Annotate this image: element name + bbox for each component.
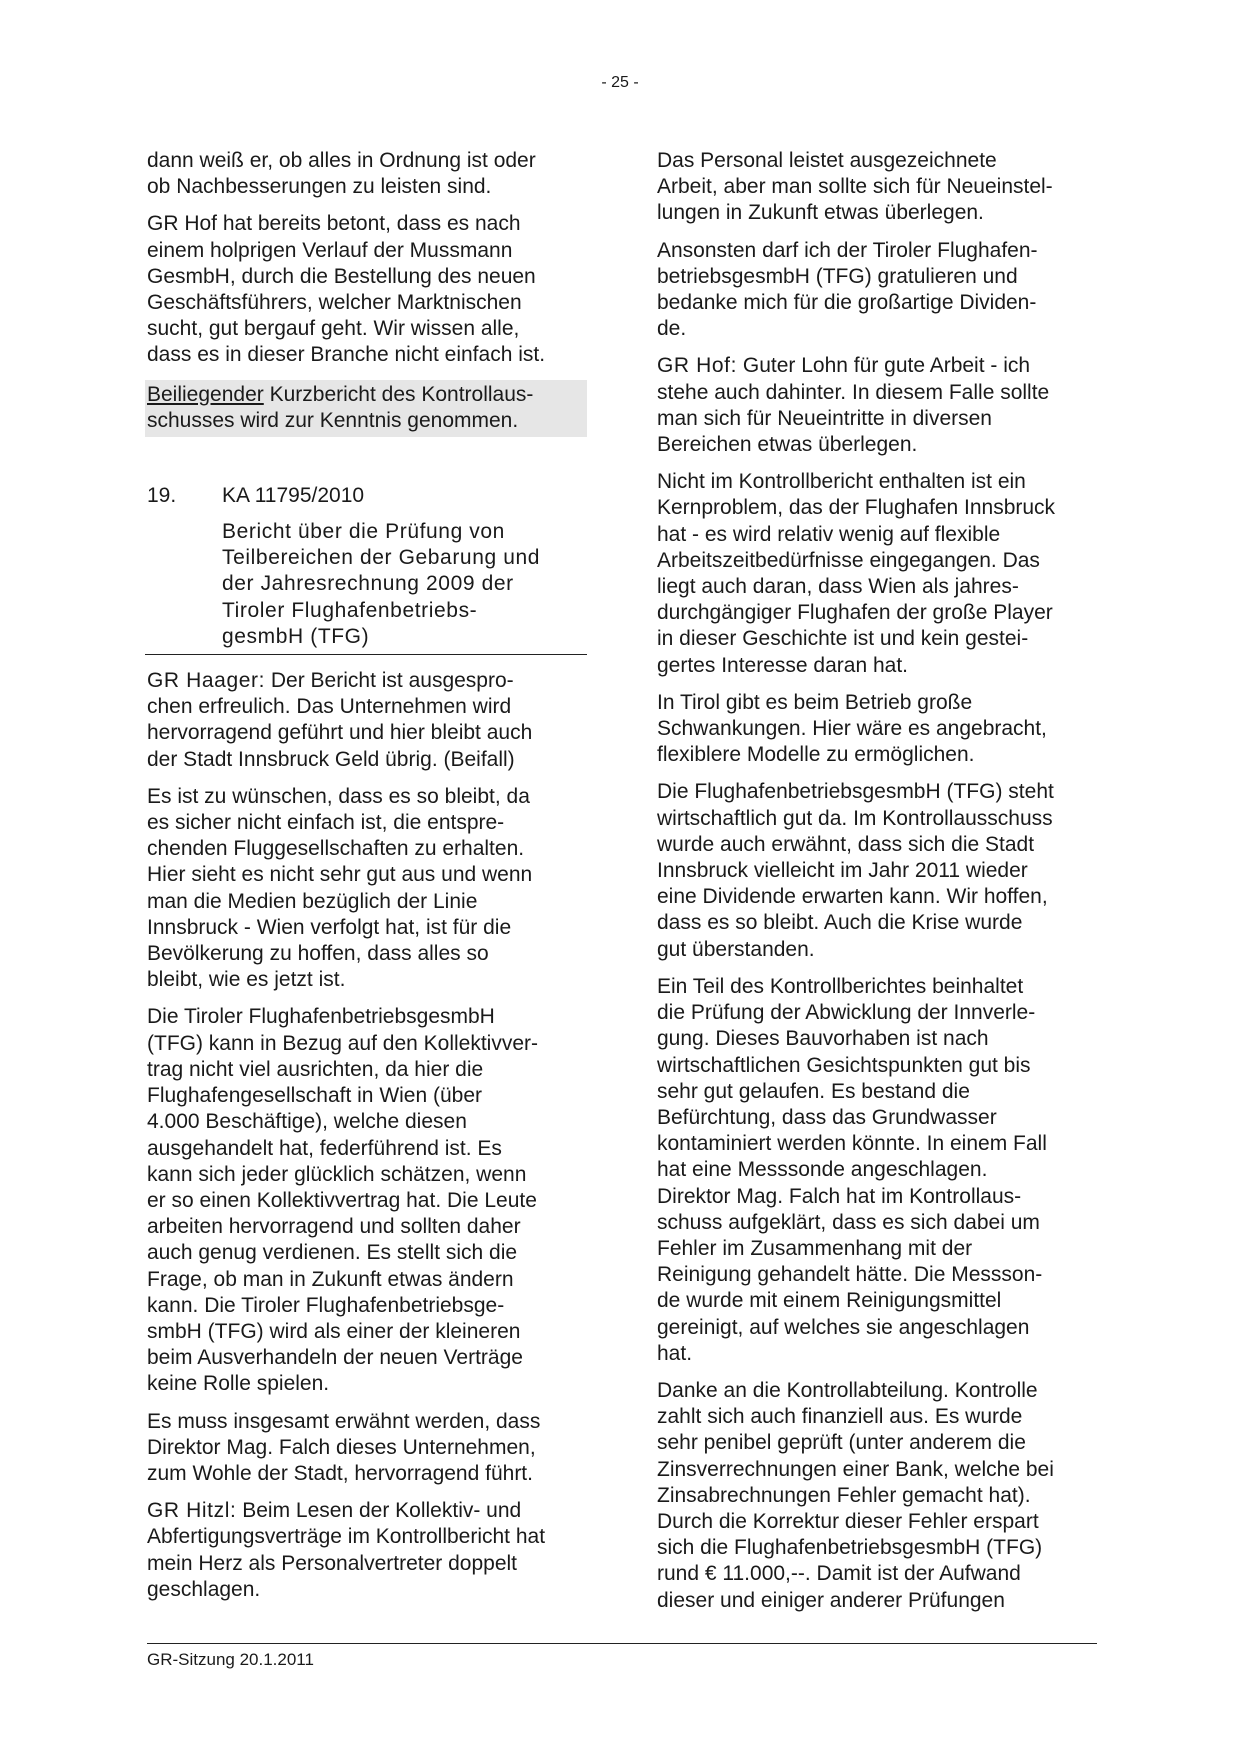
footer-text: GR-Sitzung 20.1.2011: [147, 1650, 314, 1669]
speaker-paragraph: [147, 1498, 587, 1603]
speaker-text: Beim Lesen der Kollektiv- und Abfertigungsverträge im Kontrollbericht hat mein Herz als Personalvertreter doppelt geschlagen.: [147, 1499, 546, 1601]
page-number: - 25 -: [601, 74, 639, 91]
speaker-name: GR Hitzl:: [147, 1499, 237, 1523]
paragraph: Es muss insgesamt erwähnt werden, dass Direktor Mag. Falch dieses Unternehmen, zum Wohle der Stadt, hervorragend führt.: [147, 1409, 541, 1485]
left-column: [147, 148, 587, 1614]
paragraph: Die FlughafenbetriebsgesmbH (TFG) steht wirtschaftlich gut da. Im Kontrollausschuss wurde auch erwähnt, dass sich die Stadt Innsbruck vielleicht im Jahr 2011 wieder eine Dividende erwarten kann. Wir hoffen, dass es so bleibt. Auch die Krise wurde gut überstanden.: [657, 780, 1054, 961]
right-column: [657, 148, 1097, 1625]
paragraph: Es ist zu wünschen, dass es so bleibt, da es sicher nicht einfach ist, die entspre- chenden Fluggesellschaften zu erhalten. Hier sieht es nicht sehr gut aus und wenn man die Medien bezüglich der Linie Innsbruck - Wien verfolgt hat, ist für die Bevölkerung zu hoffen, dass alles so bleibt, wie es jetzt ist.: [147, 784, 533, 992]
paragraph: GR Hof hat bereits betont, dass es nach einem holprigen Verlauf der Mussmann GesmbH, durch die Bestellung des neuen Geschäftsführers, welcher Marktnischen sucht, gut bergauf geht. Wir wissen alle, dass es in dieser Branche nicht einfach ist.: [147, 212, 546, 367]
decision-note: [145, 380, 587, 437]
paragraph: In Tirol gibt es beim Betrieb große Schwankungen. Hier wäre es angebracht, flexiblere Modelle zu ermöglichen.: [657, 690, 1047, 767]
paragraph: Ein Teil des Kontrollberichtes beinhaltet die Prüfung der Abwicklung der Innverle- gung. Dieses Bauvorhaben ist nach wirtschaftlichen Gesichtspunkten gut bis sehr gut gelaufen. Es bestand die Befürchtung, dass das Grundwasser kontaminiert werden könnte. In einem Fall hat eine Messsonde angeschlagen. Direktor Mag. Falch hat im Kontrollaus- schuss aufgeklärt, dass es sich dabei um Fehler im Zusammenhang mit der Reinigung gehandelt hätte. Die Messson- de wurde mit einem Reinigungsmittel gereinigt, auf welches sie angeschlagen hat.: [657, 974, 1047, 1365]
paragraph: Nicht im Kontrollbericht enthalten ist ein Kernproblem, das der Flughafen Innsbruck hat - es wird relativ wenig auf flexible Arbeitszeitbedürfnisse eingegangen. Das liegt auch daran, dass Wien als jahres- durchgängiger Flughafen der große Player in dieser Geschichte ist und kein gestei- gertes Interesse daran hat.: [657, 470, 1056, 677]
speaker-name: GR Haager:: [147, 669, 266, 693]
paragraph: dann weiß er, ob alles in Ordnung ist oder ob Nachbesserungen zu leisten sind.: [147, 149, 536, 199]
underlined-word: Beiliegender: [147, 382, 264, 406]
agenda-item-code: KA 11795/2010: [222, 484, 365, 508]
agenda-item-header: [147, 483, 587, 509]
paragraph: Ansonsten darf ich der Tiroler Flughafen- betriebsgesmbH (TFG) gratulieren und bedanke mich für die großartige Dividen- de.: [657, 238, 1038, 341]
divider: [145, 654, 587, 655]
paragraph: Danke an die Kontrollabteilung. Kontrolle zahlt sich auch finanziell aus. Es wurde sehr penibel geprüft (unter anderem die Zinsverrechnungen einer Bank, welche bei Zinsabrechnungen Fehler gemacht hat). Durch die Korrektur dieser Fehler erspart sich die FlughafenbetriebsgesmbH (TFG) rund € 11.000,--. Damit ist der Aufwand dieser und einiger anderer Prüfungen: [657, 1378, 1054, 1612]
agenda-item-number: 19.: [147, 484, 177, 508]
agenda-item-title: Bericht über die Prüfung von Teilbereichen der Gebarung und der Jahresrechnung 2009 der Tiroler Flughafenbetriebs- gesmbH (TFG): [222, 520, 541, 648]
speaker-text: Der Bericht ist ausgespro- chen erfreulich. Das Unternehmen wird hervorragend geführt und hier bleibt auch der Stadt Innsbruck Geld übrig. (Beifall): [147, 669, 533, 771]
paragraph: Das Personal leistet ausgezeichnete Arbeit, aber man sollte sich für Neueinstel- lungen in Zukunft etwas überlegen.: [657, 149, 1053, 225]
decision-text: Kurzbericht des Kontrollaus- schusses wird zur Kenntnis genommen.: [147, 382, 534, 432]
speaker-paragraph: [657, 353, 1097, 458]
paragraph: Die Tiroler FlughafenbetriebsgesmbH (TFG) kann in Bezug auf den Kollektivver- trag nicht viel ausrichten, da hier die Flughafengesellschaft in Wien (über 4.000 Beschäftige), welche diesen ausgehandelt hat, federführend ist. Es kann sich jeder glücklich schätzen, wenn er so einen Kollektivvertrag hat. Die Leute arbeiten hervorragend und sollten daher auch genug verdienen. Es stellt sich die Frage, ob man in Zukunft etwas ändern kann. Die Tiroler Flughafenbetriebsge- smbH (TFG) wird als einer der kleineren beim Ausverhandeln der neuen Verträge keine Rolle spielen.: [147, 1005, 539, 1396]
speaker-name: GR Hof:: [657, 354, 738, 378]
speaker-text: Guter Lohn für gute Arbeit - ich stehe auch dahinter. In diesem Falle sollte man sich für Neueintritte in diversen Bereichen etwas überlegen.: [657, 354, 1050, 457]
footer-divider: [147, 1643, 1097, 1644]
speaker-paragraph: [147, 668, 587, 773]
